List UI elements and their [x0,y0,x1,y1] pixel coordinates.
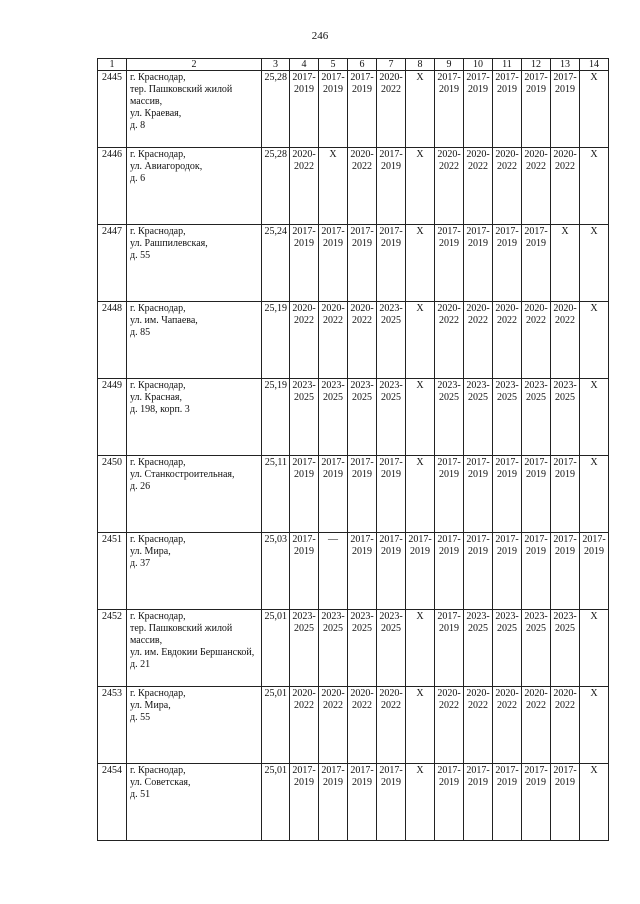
period-cell-col-10: 2020- 2022 [464,302,493,379]
period-cell-col-9: 2017- 2019 [435,456,464,533]
area-cell: 25,01 [262,610,290,687]
period-cell-col-11: 2017- 2019 [493,71,522,148]
period-cell-col-10: 2017- 2019 [464,764,493,841]
period-cell-col-4: 2020- 2022 [290,302,319,379]
period-cell-col-12: 2020- 2022 [522,148,551,225]
address-cell: г. Краснодар, ул. Мира, д. 55 [127,687,262,764]
period-cell-col-9: 2020- 2022 [435,687,464,764]
period-cell-col-13: X [551,225,580,302]
period-cell-col-14: X [580,379,609,456]
period-cell-col-6: 2017- 2019 [348,225,377,302]
period-cell-col-12: 2020- 2022 [522,302,551,379]
period-cell-col-5: 2020- 2022 [319,687,348,764]
period-cell-col-4: 2023- 2025 [290,610,319,687]
period-cell-col-5: X [319,148,348,225]
period-cell-col-11: 2023- 2025 [493,379,522,456]
period-cell-col-14: 2017- 2019 [580,533,609,610]
period-cell-col-8: 2017- 2019 [406,533,435,610]
period-cell-col-5: 2023- 2025 [319,379,348,456]
period-cell-col-14: X [580,687,609,764]
table-row [98,148,609,225]
period-cell-col-7: 2020- 2022 [377,71,406,148]
period-cell-col-12: 2020- 2022 [522,687,551,764]
period-cell-col-9: 2023- 2025 [435,379,464,456]
period-cell-col-4: 2020- 2022 [290,148,319,225]
period-cell-col-7: 2017- 2019 [377,456,406,533]
column-number-6: 6 [348,59,377,71]
period-cell-col-7: 2023- 2025 [377,610,406,687]
area-cell: 25,03 [262,533,290,610]
period-cell-col-5: 2017- 2019 [319,225,348,302]
period-cell-col-12: 2017- 2019 [522,225,551,302]
address-cell: г. Краснодар, тер. Пашковский жилой массив, ул. Краевая, д. 8 [127,71,262,148]
period-cell-col-6: 2017- 2019 [348,71,377,148]
table-body [98,71,609,841]
table-row [98,302,609,379]
row-number: 2449 [98,379,127,456]
address-cell: г. Краснодар, ул. Станкостроительная, д. 26 [127,456,262,533]
period-cell-col-11: 2017- 2019 [493,456,522,533]
period-cell-col-6: 2023- 2025 [348,610,377,687]
period-cell-col-8: X [406,610,435,687]
period-cell-col-13: 2023- 2025 [551,379,580,456]
row-number: 2453 [98,687,127,764]
period-cell-col-11: 2020- 2022 [493,302,522,379]
row-number: 2445 [98,71,127,148]
column-number-13: 13 [551,59,580,71]
period-cell-col-9: 2020- 2022 [435,148,464,225]
period-cell-col-9: 2020- 2022 [435,302,464,379]
period-cell-col-11: 2017- 2019 [493,533,522,610]
period-cell-col-14: X [580,71,609,148]
row-number: 2447 [98,225,127,302]
period-cell-col-12: 2023- 2025 [522,379,551,456]
column-number-9: 9 [435,59,464,71]
column-number-7: 7 [377,59,406,71]
column-number-5: 5 [319,59,348,71]
table-row [98,456,609,533]
area-cell: 25,01 [262,764,290,841]
period-cell-col-4: 2020- 2022 [290,687,319,764]
period-cell-col-4: 2017- 2019 [290,71,319,148]
column-number-4: 4 [290,59,319,71]
period-cell-col-8: X [406,456,435,533]
period-cell-col-6: 2020- 2022 [348,302,377,379]
page-number: 246 [311,30,329,42]
period-cell-col-14: X [580,148,609,225]
column-number-11: 11 [493,59,522,71]
address-cell: г. Краснодар, ул. Советская, д. 51 [127,764,262,841]
period-cell-col-5: — [319,533,348,610]
area-cell: 25,24 [262,225,290,302]
period-cell-col-8: X [406,302,435,379]
period-cell-col-10: 2017- 2019 [464,533,493,610]
period-cell-col-10: 2020- 2022 [464,148,493,225]
table-row [98,687,609,764]
table-row [98,379,609,456]
period-cell-col-13: 2023- 2025 [551,610,580,687]
period-cell-col-6: 2023- 2025 [348,379,377,456]
address-cell: г. Краснодар, тер. Пашковский жилой массив, ул. им. Евдокии Бершанской, д. 21 [127,610,262,687]
period-cell-col-11: 2017- 2019 [493,225,522,302]
column-number-12: 12 [522,59,551,71]
address-cell: г. Краснодар, ул. Мира, д. 37 [127,533,262,610]
period-cell-col-12: 2017- 2019 [522,71,551,148]
period-cell-col-9: 2017- 2019 [435,225,464,302]
period-cell-col-10: 2020- 2022 [464,687,493,764]
column-number-8: 8 [406,59,435,71]
period-cell-col-14: X [580,610,609,687]
period-cell-col-6: 2017- 2019 [348,764,377,841]
period-cell-col-6: 2017- 2019 [348,456,377,533]
period-cell-col-5: 2017- 2019 [319,456,348,533]
period-cell-col-9: 2017- 2019 [435,71,464,148]
period-cell-col-7: 2017- 2019 [377,148,406,225]
period-cell-col-10: 2017- 2019 [464,225,493,302]
period-cell-col-4: 2017- 2019 [290,764,319,841]
period-cell-col-5: 2017- 2019 [319,71,348,148]
area-cell: 25,19 [262,379,290,456]
period-cell-col-8: X [406,687,435,764]
row-number: 2450 [98,456,127,533]
period-cell-col-13: 2017- 2019 [551,533,580,610]
period-cell-col-8: X [406,764,435,841]
period-cell-col-8: X [406,148,435,225]
period-cell-col-8: X [406,225,435,302]
column-number-10: 10 [464,59,493,71]
period-cell-col-9: 2017- 2019 [435,533,464,610]
period-cell-col-11: 2017- 2019 [493,764,522,841]
period-cell-col-6: 2020- 2022 [348,148,377,225]
address-cell: г. Краснодар, ул. Авиагородок, д. 6 [127,148,262,225]
period-cell-col-12: 2017- 2019 [522,533,551,610]
address-cell: г. Краснодар, ул. им. Чапаева, д. 85 [127,302,262,379]
period-cell-col-13: 2020- 2022 [551,687,580,764]
period-cell-col-6: 2020- 2022 [348,687,377,764]
area-cell: 25,01 [262,687,290,764]
column-number-row [98,59,609,71]
period-cell-col-10: 2017- 2019 [464,71,493,148]
period-cell-col-7: 2020- 2022 [377,687,406,764]
period-cell-col-13: 2017- 2019 [551,764,580,841]
table-row [98,610,609,687]
row-number: 2454 [98,764,127,841]
row-number: 2448 [98,302,127,379]
period-cell-col-4: 2017- 2019 [290,456,319,533]
period-cell-col-8: X [406,71,435,148]
period-cell-col-11: 2020- 2022 [493,687,522,764]
period-cell-col-7: 2023- 2025 [377,379,406,456]
address-cell: г. Краснодар, ул. Рашпилевская, д. 55 [127,225,262,302]
period-cell-col-13: 2017- 2019 [551,71,580,148]
row-number: 2446 [98,148,127,225]
area-cell: 25,11 [262,456,290,533]
area-cell: 25,28 [262,71,290,148]
period-cell-col-13: 2020- 2022 [551,302,580,379]
period-cell-col-11: 2023- 2025 [493,610,522,687]
period-cell-col-5: 2020- 2022 [319,302,348,379]
period-cell-col-11: 2020- 2022 [493,148,522,225]
period-cell-col-12: 2017- 2019 [522,456,551,533]
row-number: 2451 [98,533,127,610]
period-cell-col-8: X [406,379,435,456]
column-number-3: 3 [262,59,290,71]
period-cell-col-9: 2017- 2019 [435,610,464,687]
address-cell: г. Краснодар, ул. Красная, д. 198, корп. 3 [127,379,262,456]
column-number-1: 1 [98,59,127,71]
period-cell-col-9: 2017- 2019 [435,764,464,841]
period-cell-col-14: X [580,302,609,379]
period-cell-col-4: 2023- 2025 [290,379,319,456]
period-cell-col-14: X [580,225,609,302]
period-cell-col-5: 2017- 2019 [319,764,348,841]
period-cell-col-10: 2023- 2025 [464,610,493,687]
period-cell-col-10: 2023- 2025 [464,379,493,456]
period-cell-col-7: 2017- 2019 [377,764,406,841]
period-cell-col-7: 2017- 2019 [377,225,406,302]
column-number-2: 2 [127,59,262,71]
column-number-14: 14 [580,59,609,71]
period-cell-col-7: 2023- 2025 [377,302,406,379]
area-cell: 25,28 [262,148,290,225]
row-number: 2452 [98,610,127,687]
period-cell-col-12: 2023- 2025 [522,610,551,687]
housing-repair-schedule-table [97,58,609,841]
period-cell-col-5: 2023- 2025 [319,610,348,687]
period-cell-col-4: 2017- 2019 [290,225,319,302]
period-cell-col-13: 2017- 2019 [551,456,580,533]
period-cell-col-7: 2017- 2019 [377,533,406,610]
period-cell-col-6: 2017- 2019 [348,533,377,610]
table-row [98,225,609,302]
period-cell-col-12: 2017- 2019 [522,764,551,841]
period-cell-col-4: 2017- 2019 [290,533,319,610]
period-cell-col-14: X [580,456,609,533]
table-row [98,533,609,610]
period-cell-col-10: 2017- 2019 [464,456,493,533]
table-row [98,71,609,148]
period-cell-col-13: 2020- 2022 [551,148,580,225]
area-cell: 25,19 [262,302,290,379]
period-cell-col-14: X [580,764,609,841]
table-row [98,764,609,841]
